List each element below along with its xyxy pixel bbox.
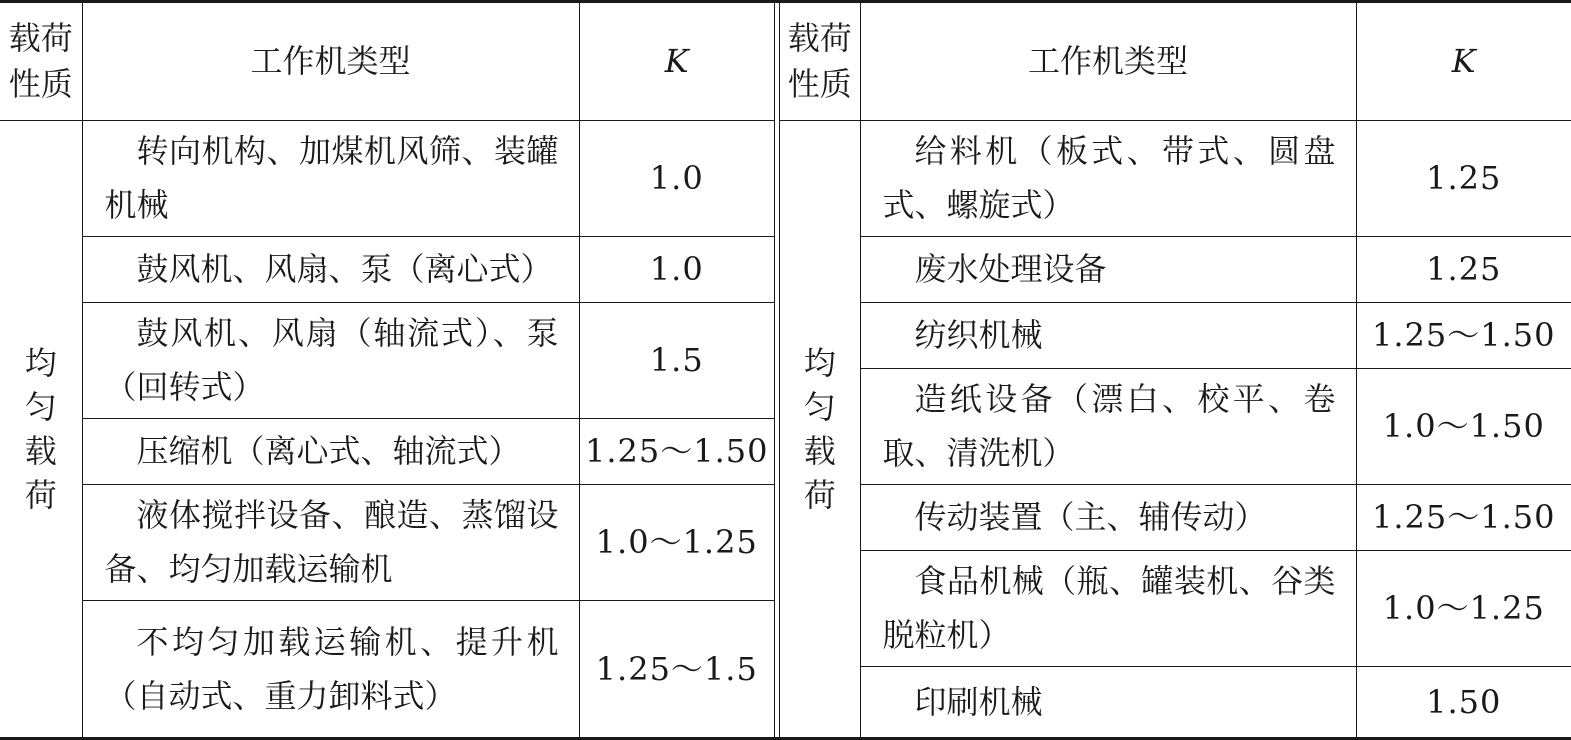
k-value-cell: 1.0 <box>579 120 774 236</box>
machine-type-cell: 鼓风机、风扇、泵（离心式） <box>82 236 579 302</box>
k-value-cell: 1.25 <box>1356 120 1571 236</box>
left-table <box>0 3 774 738</box>
machine-type-cell: 鼓风机、风扇（轴流式）、泵（回转式） <box>82 302 579 418</box>
k-value-cell: 1.25～1.5 <box>579 600 774 737</box>
machine-type-cell: 给料机（板式、带式、圆盘式、螺旋式） <box>860 120 1356 236</box>
right-table <box>780 3 1571 738</box>
machine-type-cell: 液体搅拌设备、酿造、蒸馏设备、均匀加载运输机 <box>82 484 579 600</box>
header-k: K <box>579 3 774 120</box>
k-value-cell: 1.5 <box>579 302 774 418</box>
load-nature-cell: 均 匀 载 荷 <box>0 120 82 737</box>
header-load-nature: 载荷 性质 <box>780 3 860 120</box>
k-value-cell: 1.25～1.50 <box>1356 302 1571 368</box>
machine-type-cell: 废水处理设备 <box>860 236 1356 302</box>
k-value-cell: 1.25～1.50 <box>1356 484 1571 550</box>
k-value-cell: 1.0～1.25 <box>579 484 774 600</box>
k-value-cell: 1.0～1.25 <box>1356 550 1571 666</box>
k-value-cell: 1.50 <box>1356 666 1571 737</box>
machine-type-cell: 纺织机械 <box>860 302 1356 368</box>
header-k: K <box>1356 3 1571 120</box>
machine-type-cell: 食品机械（瓶、罐装机、谷类脱粒机） <box>860 550 1356 666</box>
header-machine-type: 工作机类型 <box>82 3 579 120</box>
load-nature-cell: 均 匀 载 荷 <box>780 120 860 737</box>
machine-type-cell: 造纸设备（漂白、校平、卷取、清洗机） <box>860 368 1356 484</box>
k-value-cell: 1.25～1.50 <box>579 418 774 484</box>
machine-type-cell: 压缩机（离心式、轴流式） <box>82 418 579 484</box>
header-load-nature: 载荷 性质 <box>0 3 82 120</box>
header-machine-type: 工作机类型 <box>860 3 1356 120</box>
machine-type-cell: 不均匀加载运输机、提升机（自动式、重力卸料式） <box>82 600 579 737</box>
machine-type-cell: 转向机构、加煤机风筛、装罐机械 <box>82 120 579 236</box>
machine-type-cell: 印刷机械 <box>860 666 1356 737</box>
k-value-cell: 1.25 <box>1356 236 1571 302</box>
k-value-cell: 1.0 <box>579 236 774 302</box>
k-value-cell: 1.0～1.50 <box>1356 368 1571 484</box>
machine-type-cell: 传动装置（主、辅传动） <box>860 484 1356 550</box>
